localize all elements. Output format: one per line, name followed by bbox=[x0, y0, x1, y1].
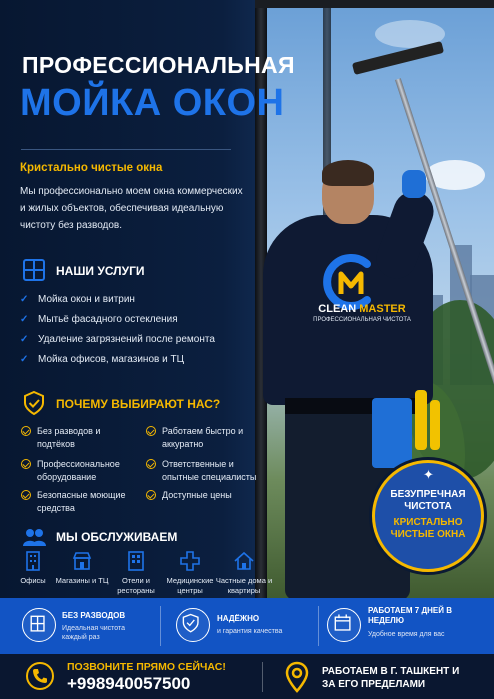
glove bbox=[402, 170, 426, 198]
service-item: ✓ Мытьё фасадного остекления bbox=[20, 314, 178, 325]
serve-item-medical: Медицинские центры bbox=[160, 550, 220, 595]
tagline: Кристально чистые окна bbox=[20, 162, 163, 174]
check-icon: ✓ bbox=[20, 354, 29, 365]
brand-subtitle: ПРОФЕССИОНАЛЬНАЯ ЧИСТОТА bbox=[313, 317, 411, 323]
why-title: ПОЧЕМУ ВЫБИРАЮТ НАС? bbox=[56, 397, 221, 411]
call-label: ПОЗВОНИТЕ ПРЯМО СЕЙЧАС! bbox=[67, 661, 226, 673]
location-text: РАБОТАЕМ В Г. ТАШКЕНТ И ЗА ЕГО ПРЕДЕЛАМИ bbox=[322, 666, 460, 690]
window-icon bbox=[22, 608, 56, 642]
towel bbox=[372, 398, 412, 468]
shield-check-icon bbox=[21, 390, 47, 416]
window-frame bbox=[255, 0, 494, 8]
check-circle-icon bbox=[21, 490, 31, 500]
serve-item-hotels: Отели и рестораны bbox=[106, 550, 166, 595]
service-item: ✓ Мойка окон и витрин bbox=[20, 294, 135, 305]
why-item: Безопасные моющие средства bbox=[21, 489, 131, 515]
shop-icon bbox=[71, 550, 93, 572]
service-item: ✓ Удаление загрязнений после ремонта bbox=[20, 334, 215, 345]
features-strip bbox=[0, 598, 494, 654]
why-item: Работаем быстро и аккуратно bbox=[146, 425, 266, 451]
service-item: ✓ Мойка офисов, магазинов и ТЦ bbox=[20, 354, 184, 365]
check-icon: ✓ bbox=[20, 334, 29, 345]
quality-badge: ✦ БЕЗУПРЕЧНАЯ ЧИСТОТА КРИСТАЛЬНО ЧИСТЫЕ ОКНА bbox=[372, 460, 484, 572]
feature-title: НАДЁЖНО bbox=[217, 614, 260, 623]
window-grid-icon bbox=[21, 257, 47, 283]
check-circle-icon bbox=[21, 459, 31, 469]
feature-title: РАБОТАЕМ 7 ДНЕЙ В НЕДЕЛЮ bbox=[368, 606, 452, 625]
tool bbox=[430, 400, 440, 450]
check-circle-icon bbox=[146, 490, 156, 500]
title-line1: ПРОФЕССИОНАЛЬНАЯ bbox=[22, 52, 295, 78]
why-item: Доступные цены bbox=[146, 489, 266, 502]
serve-item-offices: Офисы bbox=[3, 550, 63, 586]
feature-subtitle: Идеальная чистота каждый раз bbox=[62, 625, 126, 641]
feature-subtitle: Удобное время для вас bbox=[368, 631, 445, 638]
feature-title: БЕЗ РАЗВОДОВ bbox=[62, 611, 126, 620]
phone-number[interactable]: +998940057500 bbox=[67, 674, 191, 693]
check-icon: ✓ bbox=[20, 314, 29, 325]
tool bbox=[415, 390, 427, 450]
why-item: Профессиональное оборудование bbox=[21, 458, 131, 484]
sparkle-icon: ✦ bbox=[423, 467, 434, 482]
calendar-icon bbox=[327, 608, 361, 642]
office-building-icon bbox=[22, 550, 44, 572]
phone-icon bbox=[26, 662, 54, 690]
check-circle-icon bbox=[146, 459, 156, 469]
location-pin-icon bbox=[284, 661, 310, 693]
worker bbox=[322, 160, 374, 186]
check-circle-icon bbox=[146, 426, 156, 436]
serve-title: МЫ ОБСЛУЖИВАЕМ bbox=[56, 530, 178, 544]
check-circle-icon bbox=[21, 426, 31, 436]
hotel-icon bbox=[125, 550, 147, 572]
why-item: Без разводов и подтёков bbox=[21, 425, 131, 451]
title-line2: МОЙКА ОКОН bbox=[20, 82, 285, 124]
brand-name: CLEAN MASTER bbox=[318, 303, 406, 315]
people-icon bbox=[21, 524, 47, 550]
check-icon: ✓ bbox=[20, 294, 29, 305]
serve-item-shops: Магазины и ТЦ bbox=[52, 550, 112, 586]
services-title: НАШИ УСЛУГИ bbox=[56, 264, 145, 278]
shield-check-icon bbox=[176, 608, 210, 642]
divider bbox=[21, 149, 231, 150]
medical-cross-icon bbox=[179, 550, 201, 572]
house-icon bbox=[233, 550, 255, 572]
feature-subtitle: и гарантия качества bbox=[217, 628, 283, 635]
why-item: Ответственные и опытные специалисты bbox=[146, 458, 266, 484]
clean-master-logo-icon bbox=[321, 254, 381, 310]
description: Мы профессионально моем окна коммерческих и жилых объектов, обеспечивая идеальную чистоту без разводов. bbox=[20, 186, 243, 231]
serve-item-houses: Частные дома и квартиры bbox=[214, 550, 274, 595]
footer bbox=[0, 654, 494, 699]
